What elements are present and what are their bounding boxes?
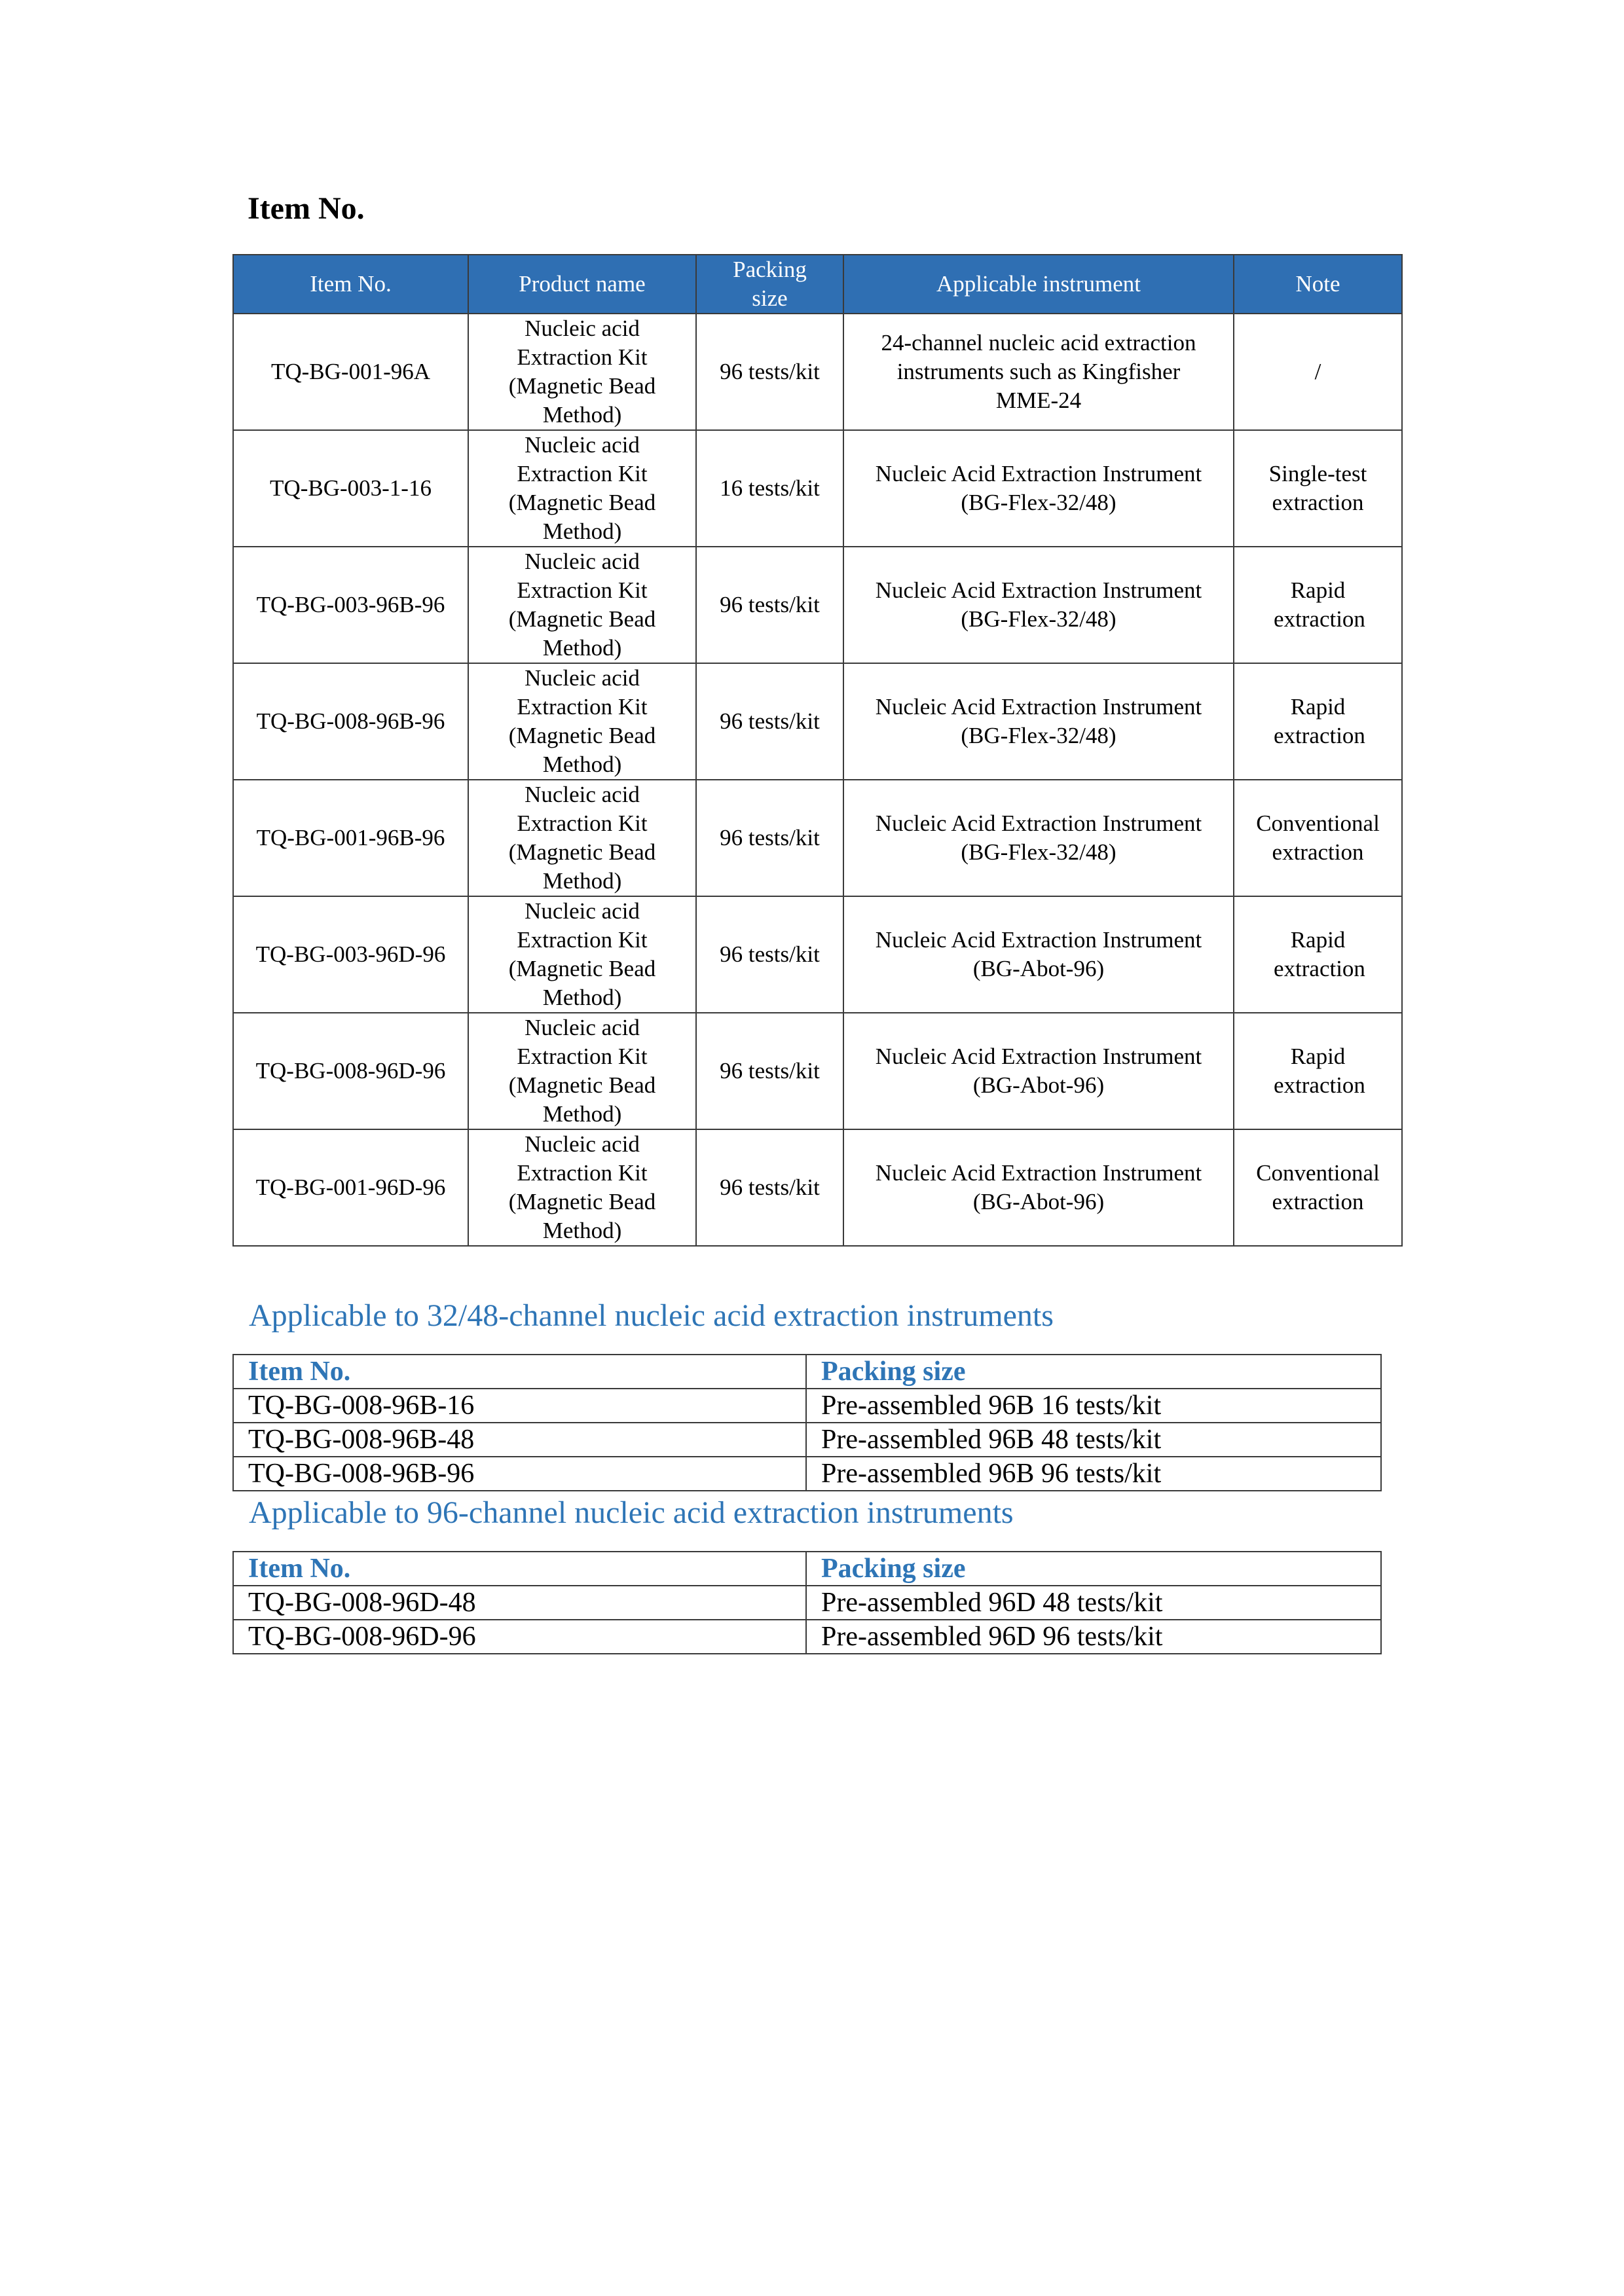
table-row [233,547,1402,663]
item-no-cell: TQ-BG-008-96B-96 [233,663,468,780]
section-title-96-channel: Applicable to 96-channel nucleic acid extraction instruments [249,1495,1014,1530]
table-row [233,314,1402,430]
product-name-cell: Nucleic acid Extraction Kit (Magnetic Bead Method) [468,547,696,663]
product-name-cell: Nucleic acid Extraction Kit (Magnetic Bead Method) [468,430,696,547]
section-title-32-48-channel: Applicable to 32/48-channel nucleic acid extraction instruments [249,1298,1054,1333]
product-name-cell: Nucleic acid Extraction Kit (Magnetic Bead Method) [468,314,696,430]
item-no-cell: TQ-BG-001-96A [233,314,468,430]
note-cell: Rapid extraction [1234,1013,1402,1129]
col-header-packing-size: Packing size [806,1552,1381,1586]
instrument-cell: Nucleic Acid Extraction Instrument (BG-Abot-96) [843,896,1234,1013]
note-cell: Rapid extraction [1234,663,1402,780]
item-no-cell: TQ-BG-008-96D-48 [233,1586,806,1620]
item-no-cell: TQ-BG-008-96D-96 [233,1620,806,1654]
note-cell: Conventional extraction [1234,780,1402,896]
product-name-cell: Nucleic acid Extraction Kit (Magnetic Bead Method) [468,663,696,780]
col-header-item-no: Item No. [233,1355,806,1389]
table-96-channel [232,1551,1382,1654]
note-cell: Rapid extraction [1234,896,1402,1013]
item-no-cell: TQ-BG-003-96D-96 [233,896,468,1013]
note-cell: Conventional extraction [1234,1129,1402,1246]
item-no-cell: TQ-BG-008-96B-96 [233,1457,806,1491]
table-row [233,1129,1402,1246]
col-header-item-no: Item No. [233,255,468,314]
table-header-row [233,1355,1381,1389]
instrument-cell: Nucleic Acid Extraction Instrument (BG-Flex-32/48) [843,663,1234,780]
table-row [233,1620,1381,1654]
packing-size-cell: 96 tests/kit [696,1129,843,1246]
item-no-cell: TQ-BG-001-96D-96 [233,1129,468,1246]
note-cell: Rapid extraction [1234,547,1402,663]
col-header-note: Note [1234,255,1402,314]
packing-size-cell: Pre-assembled 96D 96 tests/kit [806,1620,1381,1654]
product-name-cell: Nucleic acid Extraction Kit (Magnetic Bead Method) [468,1129,696,1246]
table-row [233,1389,1381,1423]
table-row [233,430,1402,547]
item-no-cell: TQ-BG-001-96B-96 [233,780,468,896]
packing-size-cell: 96 tests/kit [696,1013,843,1129]
col-header-item-no: Item No. [233,1552,806,1586]
product-name-cell: Nucleic acid Extraction Kit (Magnetic Bead Method) [468,780,696,896]
item-no-cell: TQ-BG-008-96B-16 [233,1389,806,1423]
packing-size-cell: 96 tests/kit [696,663,843,780]
page-heading: Item No. [248,191,365,226]
packing-size-cell: Pre-assembled 96D 48 tests/kit [806,1586,1381,1620]
packing-size-cell: 16 tests/kit [696,430,843,547]
item-no-cell: TQ-BG-008-96D-96 [233,1013,468,1129]
note-cell: / [1234,314,1402,430]
packing-size-cell: 96 tests/kit [696,780,843,896]
table-row [233,1586,1381,1620]
packing-size-cell: 96 tests/kit [696,547,843,663]
product-table [232,254,1403,1247]
product-table-header-row [233,255,1402,314]
packing-size-cell: Pre-assembled 96B 48 tests/kit [806,1423,1381,1457]
table-header-row [233,1552,1381,1586]
table-row [233,1457,1381,1491]
item-no-cell: TQ-BG-003-96B-96 [233,547,468,663]
col-header-product-name: Product name [468,255,696,314]
table-row [233,663,1402,780]
instrument-cell: Nucleic Acid Extraction Instrument (BG-Flex-32/48) [843,780,1234,896]
product-name-cell: Nucleic acid Extraction Kit (Magnetic Bead Method) [468,1013,696,1129]
instrument-cell: Nucleic Acid Extraction Instrument (BG-Flex-32/48) [843,430,1234,547]
table-row [233,1423,1381,1457]
packing-size-cell: Pre-assembled 96B 96 tests/kit [806,1457,1381,1491]
item-no-cell: TQ-BG-008-96B-48 [233,1423,806,1457]
table-row [233,896,1402,1013]
packing-size-cell: Pre-assembled 96B 16 tests/kit [806,1389,1381,1423]
col-header-packing-size: Packing size [696,255,843,314]
table-row [233,780,1402,896]
col-header-packing-size: Packing size [806,1355,1381,1389]
packing-size-cell: 96 tests/kit [696,314,843,430]
instrument-cell: Nucleic Acid Extraction Instrument (BG-Abot-96) [843,1013,1234,1129]
instrument-cell: 24-channel nucleic acid extraction instruments such as Kingfisher MME-24 [843,314,1234,430]
product-name-cell: Nucleic acid Extraction Kit (Magnetic Bead Method) [468,896,696,1013]
instrument-cell: Nucleic Acid Extraction Instrument (BG-Abot-96) [843,1129,1234,1246]
item-no-cell: TQ-BG-003-1-16 [233,430,468,547]
note-cell: Single-test extraction [1234,430,1402,547]
packing-size-cell: 96 tests/kit [696,896,843,1013]
col-header-applicable-instrument: Applicable instrument [843,255,1234,314]
instrument-cell: Nucleic Acid Extraction Instrument (BG-Flex-32/48) [843,547,1234,663]
table-row [233,1013,1402,1129]
table-32-48-channel [232,1354,1382,1491]
